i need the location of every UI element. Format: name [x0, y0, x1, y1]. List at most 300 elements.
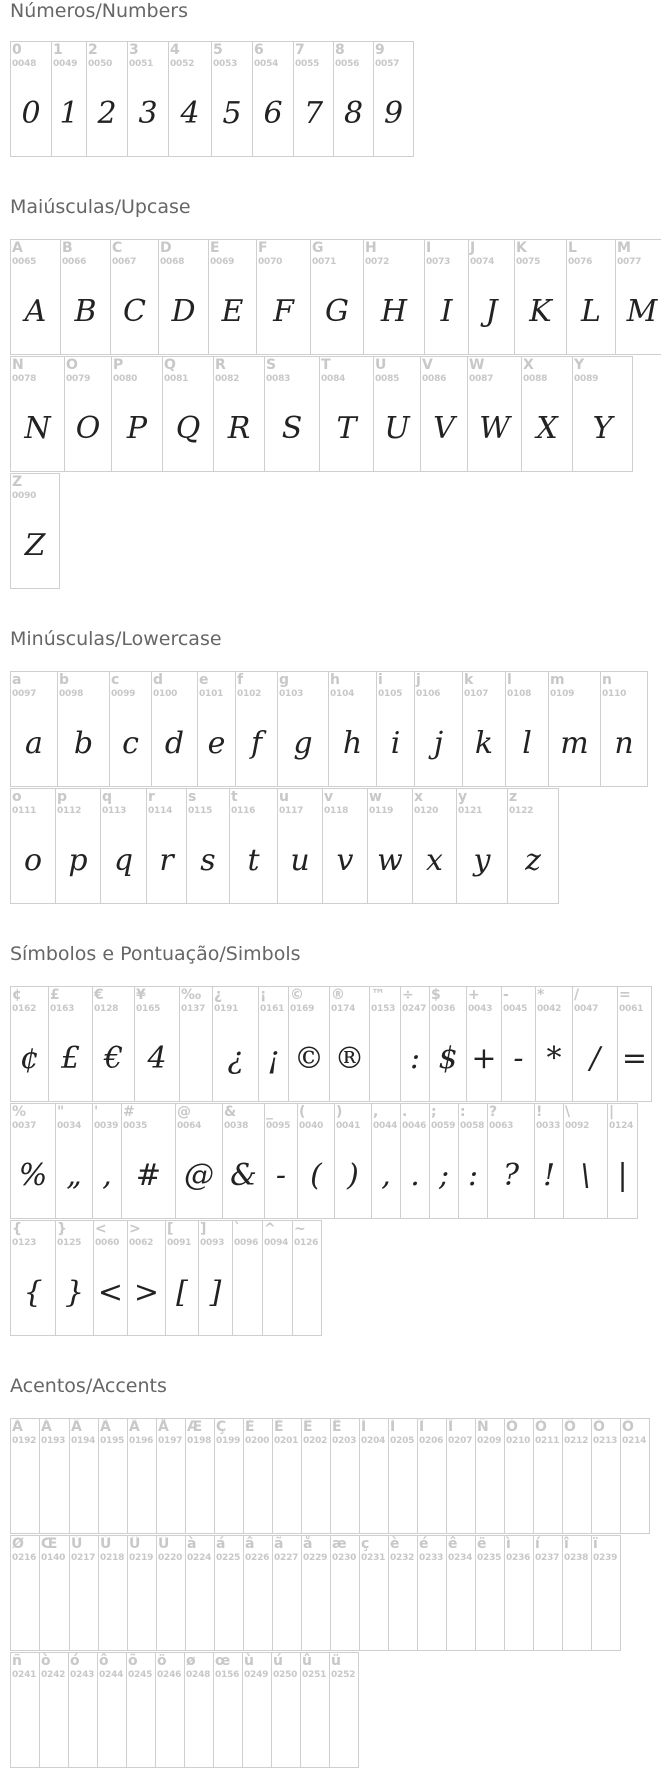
glyph-cell: [10, 239, 61, 355]
glyph-code: 0099: [111, 689, 136, 699]
glyph-cell: [213, 1652, 243, 1768]
glyph-code: 0058: [460, 1121, 485, 1131]
glyph-label: ó: [70, 1653, 80, 1669]
glyph-cell: [184, 1652, 214, 1768]
glyph-preview: &: [230, 1158, 257, 1193]
glyph-preview: q: [113, 843, 134, 878]
glyph-code: 0214: [622, 1436, 647, 1446]
glyph-code: 0219: [129, 1553, 154, 1563]
glyph-preview: ¿: [227, 1041, 244, 1076]
glyph-cell: [617, 986, 652, 1102]
glyph-cell: [501, 986, 536, 1102]
glyph-preview: €: [103, 1041, 124, 1076]
glyph-code: 0112: [57, 806, 82, 816]
glyph-preview: !: [542, 1158, 556, 1193]
glyph-code: 0089: [574, 374, 599, 384]
glyph-label: Ì: [361, 1419, 367, 1435]
glyph-cell: [293, 41, 334, 157]
glyph-cell: [10, 1535, 40, 1651]
glyph-cell: [462, 671, 506, 787]
glyph-label: W: [469, 357, 485, 373]
glyph-label: æ: [332, 1536, 347, 1552]
glyph-cell: [127, 1418, 157, 1534]
glyph-code: 0211: [535, 1436, 560, 1446]
glyph-cell: [243, 1418, 273, 1534]
glyph-cell: [10, 1103, 56, 1219]
glyph-row-accents: [10, 1652, 358, 1768]
glyph-row-upcase: [10, 356, 632, 472]
glyph-cell: [424, 239, 469, 355]
glyph-code: 0076: [568, 257, 593, 267]
glyph-cell: [10, 473, 60, 589]
glyph-code: 0191: [214, 1004, 239, 1014]
glyph-label: É: [274, 1419, 284, 1435]
glyph-code: 0229: [303, 1553, 328, 1563]
glyph-label: +: [468, 987, 480, 1003]
glyph-code: 0118: [324, 806, 349, 816]
glyph-label: ã: [274, 1536, 284, 1552]
glyph-label: ÷: [402, 987, 414, 1003]
glyph-cell: [86, 41, 128, 157]
glyph-label: 7: [295, 42, 305, 58]
glyph-preview: 9: [383, 96, 404, 131]
glyph-label: ø: [186, 1653, 196, 1669]
glyph-preview: j: [433, 726, 444, 761]
glyph-code: 0250: [273, 1670, 298, 1680]
glyph-code: 0235: [477, 1553, 502, 1563]
glyph-label: €: [94, 987, 104, 1003]
glyph-code: 0098: [59, 689, 84, 699]
section-title-accents: Acentos/Accents: [10, 1375, 167, 1397]
glyph-code: 0248: [186, 1670, 211, 1680]
glyph-label: Â: [71, 1419, 82, 1435]
glyph-cell: [212, 986, 259, 1102]
glyph-code: 0195: [100, 1436, 125, 1446]
glyph-cell: [272, 1418, 302, 1534]
glyph-code: 0230: [332, 1553, 357, 1563]
glyph-code: 0225: [216, 1553, 241, 1563]
glyph-label: l: [507, 672, 512, 688]
glyph-code: 0196: [129, 1436, 154, 1446]
glyph-label: k: [464, 672, 474, 688]
glyph-cell: [39, 1535, 70, 1651]
glyph-code: 0124: [609, 1121, 634, 1131]
glyph-label: ì: [506, 1536, 511, 1552]
glyph-label: >: [129, 1221, 141, 1237]
glyph-preview: ): [347, 1158, 359, 1193]
glyph-cell: [373, 356, 421, 472]
glyph-label: L: [568, 240, 577, 256]
glyph-code: 0116: [231, 806, 256, 816]
glyph-code: 0096: [234, 1238, 259, 1248]
glyph-preview: 8: [343, 96, 364, 131]
glyph-preview: y: [473, 843, 491, 878]
glyph-code: 0062: [129, 1238, 154, 1248]
glyph-code: 0163: [50, 1004, 75, 1014]
glyph-cell: [458, 1103, 488, 1219]
glyph-cell: [475, 1418, 505, 1534]
glyph-cell: [175, 1103, 223, 1219]
glyph-code: 0042: [537, 1004, 562, 1014]
glyph-label: h: [330, 672, 340, 688]
glyph-label: 4: [170, 42, 180, 58]
glyph-cell: [55, 788, 101, 904]
glyph-code: 0120: [414, 806, 439, 816]
glyph-cell: [155, 1652, 185, 1768]
glyph-code: 0207: [448, 1436, 473, 1446]
glyph-label: õ: [128, 1653, 138, 1669]
glyph-code: 0115: [188, 806, 213, 816]
glyph-preview: :: [409, 1041, 421, 1076]
glyph-code: 0200: [245, 1436, 270, 1446]
glyph-code: 0068: [160, 257, 185, 267]
glyph-code: 0128: [94, 1004, 119, 1014]
glyph-code: 0063: [489, 1121, 514, 1131]
glyph-cell: [57, 671, 110, 787]
glyph-cell: [242, 1652, 272, 1768]
glyph-cell: [10, 1652, 40, 1768]
glyph-label: Ê: [303, 1419, 313, 1435]
glyph-row-numbers: [10, 41, 413, 157]
section-title-numbers: Números/Numbers: [10, 0, 188, 22]
glyph-label: ò: [41, 1653, 51, 1669]
glyph-preview: 1: [59, 96, 79, 131]
glyph-preview: ?: [502, 1158, 520, 1193]
glyph-preview: L: [581, 294, 601, 329]
glyph-code: 0056: [335, 59, 360, 69]
glyph-cell: [301, 1535, 331, 1651]
glyph-preview: c: [122, 726, 139, 761]
glyph-label: ): [336, 1104, 343, 1120]
glyph-label: î: [564, 1536, 569, 1552]
glyph-preview: ,: [381, 1158, 391, 1193]
glyph-label: ¢: [12, 987, 22, 1003]
glyph-label: Ù: [71, 1536, 83, 1552]
glyph-code: 0043: [468, 1004, 493, 1014]
glyph-preview: n: [614, 726, 634, 761]
glyph-code: 0038: [224, 1121, 249, 1131]
glyph-cell: [367, 788, 413, 904]
glyph-preview: v: [336, 843, 354, 878]
glyph-preview: J: [485, 294, 498, 329]
glyph-cell: [359, 1535, 389, 1651]
glyph-code: 0075: [516, 257, 541, 267]
glyph-code: 0095: [266, 1121, 291, 1131]
glyph-cell: [319, 356, 374, 472]
glyph-preview: ]: [209, 1275, 222, 1310]
glyph-label: t: [231, 789, 238, 805]
glyph-label: Z: [12, 474, 23, 490]
glyph-preview: }: [64, 1275, 85, 1310]
glyph-label: C: [112, 240, 123, 256]
glyph-code: 0053: [213, 59, 238, 69]
glyph-preview: 3: [138, 96, 158, 131]
glyph-preview: „: [66, 1158, 82, 1193]
section-title-lowercase: Minúsculas/Lowercase: [10, 628, 222, 650]
glyph-code: 0107: [464, 689, 489, 699]
glyph-cell: [417, 1535, 447, 1651]
glyph-cell: [468, 239, 515, 355]
glyph-code: 0247: [402, 1004, 427, 1014]
glyph-cell: [400, 1103, 430, 1219]
glyph-cell: [475, 1535, 505, 1651]
glyph-label: }: [57, 1221, 67, 1237]
glyph-code: 0117: [279, 806, 304, 816]
glyph-label: &: [224, 1104, 237, 1120]
glyph-cell: [198, 1220, 233, 1336]
glyph-label: ¿: [214, 987, 223, 1003]
glyph-code: 0048: [12, 59, 37, 69]
glyph-cell: [127, 1535, 157, 1651]
glyph-label: #: [123, 1104, 135, 1120]
glyph-cell: [10, 986, 49, 1102]
glyph-code: 0126: [294, 1238, 319, 1248]
glyph-code: 0169: [290, 1004, 315, 1014]
glyph-label: Ú: [100, 1536, 112, 1552]
glyph-cell: [93, 1220, 128, 1336]
glyph-code: 0218: [100, 1553, 125, 1563]
glyph-code: 0060: [95, 1238, 120, 1248]
glyph-cell: [310, 239, 364, 355]
glyph-label: Ä: [129, 1419, 140, 1435]
glyph-code: 0245: [128, 1670, 153, 1680]
glyph-preview: 5: [222, 96, 242, 131]
glyph-label: ö: [157, 1653, 167, 1669]
glyph-cell: [165, 1220, 199, 1336]
glyph-label: n: [602, 672, 612, 688]
glyph-cell: [252, 41, 294, 157]
glyph-code: 0069: [210, 257, 235, 267]
glyph-code: 0197: [158, 1436, 183, 1446]
glyph-label: Í: [390, 1419, 396, 1435]
glyph-label: Ñ: [477, 1419, 489, 1435]
glyph-label: Ë: [332, 1419, 342, 1435]
glyph-preview: S: [281, 411, 303, 446]
glyph-label: r: [148, 789, 155, 805]
glyph-preview: #: [135, 1158, 162, 1193]
glyph-code: 0220: [158, 1553, 183, 1563]
glyph-code: 0041: [336, 1121, 361, 1131]
glyph-row-symbols: [10, 1103, 637, 1219]
glyph-cell: [185, 1418, 215, 1534]
glyph-preview: m: [560, 726, 589, 761]
glyph-cell: [10, 1220, 56, 1336]
glyph-preview: ®: [334, 1041, 365, 1076]
glyph-code: 0074: [470, 257, 495, 267]
glyph-code: 0067: [112, 257, 137, 267]
glyph-preview: (: [310, 1158, 322, 1193]
glyph-code: 0161: [260, 1004, 285, 1014]
glyph-cell: [328, 671, 377, 787]
glyph-code: 0213: [593, 1436, 618, 1446]
glyph-preview: Q: [175, 411, 201, 446]
glyph-label: Ï: [448, 1419, 454, 1435]
glyph-preview: 0: [21, 96, 41, 131]
glyph-code: 0055: [295, 59, 320, 69]
glyph-label: ©: [290, 987, 304, 1003]
glyph-label: |: [609, 1104, 615, 1120]
glyph-cell: [179, 986, 213, 1102]
glyph-cell: [146, 788, 187, 904]
glyph-label: R: [215, 357, 226, 373]
glyph-cell: [412, 788, 457, 904]
glyph-code: 0061: [619, 1004, 644, 1014]
glyph-label: Q: [164, 357, 176, 373]
glyph-preview: +: [471, 1041, 497, 1076]
glyph-label: Î: [419, 1419, 425, 1435]
glyph-code: 0122: [509, 806, 534, 816]
glyph-label: À: [12, 1419, 23, 1435]
glyph-code: 0040: [299, 1121, 324, 1131]
glyph-code: 0236: [506, 1553, 531, 1563]
glyph-cell: [333, 41, 374, 157]
glyph-cell: [97, 1652, 127, 1768]
glyph-cell: [300, 1652, 330, 1768]
glyph-code: 0165: [136, 1004, 161, 1014]
glyph-code: 0052: [170, 59, 195, 69]
glyph-label: S: [266, 357, 277, 373]
glyph-code: 0153: [371, 1004, 396, 1014]
glyph-cell: [208, 239, 257, 355]
glyph-cell: [514, 239, 567, 355]
glyph-cell: [504, 1535, 534, 1651]
glyph-cell: [330, 1535, 360, 1651]
glyph-preview: ;: [438, 1158, 450, 1193]
glyph-label: D: [160, 240, 172, 256]
glyph-label: b: [59, 672, 70, 688]
glyph-label: e: [199, 672, 209, 688]
glyph-code: 0088: [523, 374, 548, 384]
glyph-code: 0216: [12, 1553, 37, 1563]
glyph-cell: [92, 1103, 122, 1219]
glyph-code: 0092: [565, 1121, 590, 1131]
glyph-preview: \: [580, 1158, 591, 1193]
glyph-preview: B: [74, 294, 97, 329]
glyph-code: 0066: [62, 257, 87, 267]
glyph-label: X: [523, 357, 534, 373]
glyph-label: ™: [371, 987, 385, 1003]
glyph-code: 0231: [361, 1553, 386, 1563]
glyph-preview: V: [433, 411, 455, 446]
glyph-cell: [214, 1535, 244, 1651]
glyph-code: 0050: [88, 59, 113, 69]
glyph-preview: G: [325, 294, 349, 329]
glyph-cell: [235, 671, 278, 787]
glyph-label: 8: [335, 42, 345, 58]
glyph-code: 0057: [375, 59, 400, 69]
glyph-code: 0224: [187, 1553, 212, 1563]
glyph-label: `: [234, 1221, 241, 1237]
glyph-label: ]: [200, 1221, 207, 1237]
glyph-code: 0251: [302, 1670, 327, 1680]
glyph-label: ï: [593, 1536, 598, 1552]
glyph-label: @: [177, 1104, 191, 1120]
glyph-preview: w: [377, 843, 403, 878]
glyph-cell: [127, 1220, 166, 1336]
glyph-preview: Y: [592, 411, 613, 446]
glyph-row-lowercase: [10, 671, 647, 787]
glyph-cell: [288, 986, 330, 1102]
glyph-label: /: [574, 987, 580, 1003]
glyph-cell: [48, 986, 93, 1102]
glyph-label: ñ: [12, 1653, 22, 1669]
glyph-preview: D: [171, 294, 196, 329]
glyph-label: -: [503, 987, 509, 1003]
glyph-label: o: [12, 789, 22, 805]
glyph-cell: [126, 1652, 156, 1768]
glyph-label: [: [167, 1221, 174, 1237]
glyph-label: 5: [213, 42, 223, 58]
glyph-preview: b: [73, 726, 94, 761]
glyph-label: !: [536, 1104, 543, 1120]
glyph-code: 0217: [71, 1553, 96, 1563]
glyph-code: 0203: [332, 1436, 357, 1446]
glyph-label: 2: [88, 42, 98, 58]
glyph-label: (: [299, 1104, 306, 1120]
glyph-code: 0065: [12, 257, 37, 267]
glyph-code: 0201: [274, 1436, 299, 1446]
glyph-cell: [467, 356, 522, 472]
glyph-preview: 4: [147, 1041, 167, 1076]
glyph-cell: [446, 1535, 476, 1651]
glyph-label: :: [460, 1104, 466, 1120]
glyph-cell: [369, 986, 401, 1102]
glyph-code: 0072: [365, 257, 390, 267]
glyph-preview: a: [25, 726, 43, 761]
glyph-preview: W: [479, 411, 510, 446]
glyph-preview: s: [200, 843, 216, 878]
glyph-cell: [562, 1535, 592, 1651]
glyph-code: 0212: [564, 1436, 589, 1446]
glyph-cell: [213, 356, 265, 472]
glyph-code: 0079: [66, 374, 91, 384]
glyph-preview: 4: [180, 96, 200, 131]
glyph-cell: [505, 671, 549, 787]
glyph-cell: [168, 41, 212, 157]
glyph-label: j: [416, 672, 421, 688]
glyph-cell: [222, 1103, 265, 1219]
glyph-label: B: [62, 240, 73, 256]
glyph-label: ‰: [181, 987, 202, 1003]
glyph-preview: M: [626, 294, 658, 329]
glyph-label: ê: [448, 1536, 458, 1552]
glyph-code: 0241: [12, 1670, 37, 1680]
glyph-label: K: [516, 240, 527, 256]
glyph-cell: [68, 1652, 98, 1768]
glyph-cell: [39, 1418, 70, 1534]
glyph-cell: [562, 1418, 592, 1534]
glyph-cell: [229, 788, 278, 904]
glyph-preview: ¡: [267, 1041, 280, 1076]
glyph-label: Õ: [593, 1419, 605, 1435]
glyph-cell: [272, 1535, 302, 1651]
glyph-label: s: [188, 789, 197, 805]
glyph-preview: =: [621, 1041, 648, 1076]
glyph-code: 0049: [53, 59, 78, 69]
glyph-code: 0090: [12, 491, 37, 501]
glyph-label: Ç: [216, 1419, 227, 1435]
glyph-code: 0237: [535, 1553, 560, 1563]
glyph-label: 6: [254, 42, 264, 58]
glyph-cell: [615, 239, 661, 355]
glyph-cell: [185, 1535, 215, 1651]
glyph-preview: I: [440, 294, 453, 329]
glyph-code: 0109: [550, 689, 575, 699]
glyph-cell: [417, 1418, 447, 1534]
glyph-preview: ©: [294, 1041, 324, 1076]
glyph-label: N: [12, 357, 24, 373]
glyph-cell: [548, 671, 601, 787]
